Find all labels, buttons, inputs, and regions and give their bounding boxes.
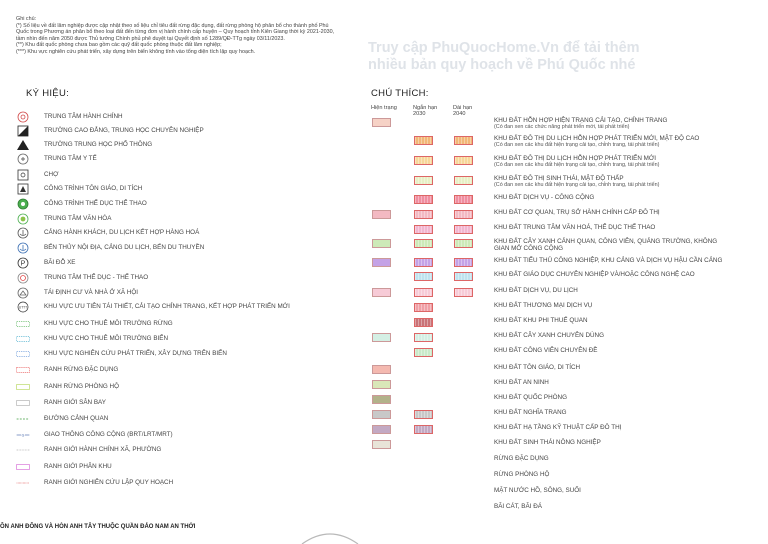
land-use-label xyxy=(494,257,722,264)
swatch-short-term xyxy=(414,425,433,434)
land-use-title: MẶT NƯỚC HỒ, SÔNG, SUỐI xyxy=(494,487,581,494)
land-use-row xyxy=(370,136,768,152)
land-use-label xyxy=(494,155,659,169)
land-use-label xyxy=(494,332,604,339)
symbol-label: RANH GIỚI HÀNH CHÍNH XÃ, PHƯỜNG xyxy=(44,446,162,453)
college-icon xyxy=(16,125,30,137)
swatch-current xyxy=(372,258,391,267)
priority-zone-icon xyxy=(16,301,30,313)
swatch-short-term xyxy=(414,136,433,145)
land-use-row xyxy=(370,348,768,364)
land-use-title: KHU ĐẤT HỖN HỢP HIỆN TRẠNG CẢI TẠO, CHỈNH TRANG xyxy=(494,117,668,124)
symbol-row xyxy=(16,318,356,331)
symbol-label: KHU VỰC NGHIÊN CỨU PHÁT TRIỂN, XÂY DỰNG TRÊN BIỂN xyxy=(44,350,227,357)
symbol-label: ĐƯỜNG CẢNH QUAN xyxy=(44,415,109,422)
symbol-label: TRUNG TÂM VĂN HÓA xyxy=(44,215,112,222)
airport-boundary-icon xyxy=(16,397,30,409)
swatch-current xyxy=(372,288,391,297)
swatch-long-term xyxy=(454,136,473,145)
swatch-short-term xyxy=(414,156,433,165)
land-use-row xyxy=(370,365,768,381)
land-use-row xyxy=(370,504,768,520)
symbol-label: RANH GIỚI NGHIÊN CỨU LẬP QUY HOẠCH xyxy=(44,479,174,486)
swatch-long-term xyxy=(454,288,473,297)
symbol-row xyxy=(16,461,356,474)
land-use-row xyxy=(370,456,768,472)
swatch-current xyxy=(372,210,391,219)
land-use-label xyxy=(494,424,621,431)
swatch-long-term xyxy=(454,210,473,219)
land-use-title: KHU ĐẤT TIỂU THỦ CÔNG NGHIỆP, KHU CẢNG VÀ DỊCH VỤ HẬU CẦN CẢNG xyxy=(494,257,723,264)
swatch-current xyxy=(372,365,391,374)
symbol-row xyxy=(16,272,356,285)
symbol-row xyxy=(16,301,356,314)
swatch-short-term xyxy=(414,210,433,219)
land-use-label xyxy=(494,194,594,201)
symbol-label: KHU VỰC CHO THUÊ MÔI TRƯỜNG RỪNG xyxy=(44,320,173,327)
map-edge-icon xyxy=(300,528,360,544)
sea-lease-icon xyxy=(16,333,30,345)
symbol-row xyxy=(16,242,356,255)
study-boundary-icon xyxy=(16,477,30,489)
swatch-long-term xyxy=(454,195,473,204)
swatch-short-term xyxy=(414,288,433,297)
land-use-title: KHU ĐẤT DỊCH VỤ - CÔNG CỘNG xyxy=(494,194,595,201)
swatch-short-term xyxy=(414,225,433,234)
column-current: Hiện trạng xyxy=(371,105,397,111)
watermark-text: Truy cập PhuQuocHome.Vn để tải thêm nhiều bản quy hoạch về Phú Quốc nhé xyxy=(368,40,640,73)
land-use-title: KHU ĐẤT DỊCH VỤ, DU LỊCH xyxy=(494,287,578,294)
symbol-label: KHU VỰC ƯU TIÊN TÁI THIẾT, CẢI TẠO CHỈNH TRANG, KẾT HỢP PHÁT TRIỂN MỚI xyxy=(44,303,290,310)
symbol-label: RANH GIỚI PHÂN KHU xyxy=(44,463,112,470)
note-line-1: (*) Số liệu về đất lâm nghiệp được cập nhật theo số liệu chỉ tiêu đất rừng đặc dụng, đất rừng phòng hộ phân bổ cho thành phố Phú Quốc trong Phương án phân bổ theo loại đất đến từng đơn vị hành chính cấp huyện – Quy hoạch tỉnh Kiên Giang thời kỳ 2021-2030, tầm nhìn đến năm 2050 được Thủ tướng Chính phủ phê duyệt tại Quyết định số 1289/QĐ-TTg ngày 03/11/2023. xyxy=(16,22,335,42)
symbol-label: CẢNG HÀNH KHÁCH, DU LỊCH KẾT HỢP HÀNG HOÁ xyxy=(44,229,200,236)
forest-lease-icon xyxy=(16,318,30,330)
swatch-current xyxy=(372,410,391,419)
land-use-title: KHU ĐẤT QUỐC PHÒNG xyxy=(494,394,568,401)
swatch-short-term xyxy=(414,272,433,281)
land-use-note: (Có đan xen các khu đất hiện trạng cải tạo, chỉnh trang, tái phát triển) xyxy=(494,142,660,148)
land-use-title: KHU ĐẤT SINH THÁI NÔNG NGHIỆP xyxy=(494,439,601,446)
swatch-short-term xyxy=(414,176,433,185)
symbol-row xyxy=(16,257,356,270)
symbol-label: CÔNG TRÌNH THỂ DỤC THỂ THAO xyxy=(44,200,147,207)
resettlement-icon xyxy=(16,287,30,299)
land-use-row xyxy=(370,395,768,411)
symbol-label: KHU VỰC CHO THUÊ MÔI TRƯỜNG BIỂN xyxy=(44,335,169,342)
land-use-label xyxy=(494,487,581,494)
marina-icon xyxy=(16,242,30,254)
land-use-label xyxy=(494,135,699,149)
land-use-title: RỪNG PHÒNG HỘ xyxy=(494,471,550,478)
land-use-label xyxy=(494,302,592,309)
land-use-label xyxy=(494,224,655,231)
swatch-short-term xyxy=(414,318,433,327)
land-use-title: KHU ĐẤT HẠ TẦNG KỸ THUẬT CẤP ĐÔ THỊ xyxy=(494,424,622,431)
land-use-label xyxy=(494,238,724,252)
public-transit-icon xyxy=(16,429,30,441)
note-line-3: (***) Khu vực nghiên cứu phát triển, xây dựng trên biển không tính vào tổng diện tích lập quy hoạch. xyxy=(16,48,256,55)
symbol-row xyxy=(16,125,356,138)
admin-center-icon xyxy=(16,111,30,123)
culture-icon xyxy=(16,213,30,225)
market-icon xyxy=(16,169,30,181)
swatch-short-term xyxy=(414,410,433,419)
land-use-row xyxy=(370,440,768,456)
swatch-short-term xyxy=(414,239,433,248)
sport-facility-icon xyxy=(16,198,30,210)
sport-center-icon xyxy=(16,272,30,284)
note-line-2: (**) Khu đất quốc phòng chưa bao gồm các quỹ đất quốc phòng thuộc đất lâm nghiệp; xyxy=(16,42,222,49)
special-forest-boundary-icon xyxy=(16,364,30,376)
symbol-row xyxy=(16,444,356,457)
symbol-row xyxy=(16,333,356,346)
land-use-label xyxy=(494,409,567,416)
swatch-long-term xyxy=(454,156,473,165)
swatch-short-term xyxy=(414,333,433,342)
symbol-row xyxy=(16,227,356,240)
land-use-row xyxy=(370,176,768,192)
symbol-row xyxy=(16,413,356,426)
land-use-title: KHU ĐẤT TRUNG TÂM VĂN HOÁ, THỂ DỤC THỂ THAO xyxy=(494,224,656,231)
notes-heading: Ghi chú: xyxy=(16,16,37,22)
land-use-title: KHU ĐẤT CÔNG VIÊN CHUYÊN ĐỀ xyxy=(494,347,598,354)
swatch-short-term xyxy=(414,303,433,312)
land-use-title: KHU ĐẤT ĐÔ THỊ DU LỊCH HỖN HỢP PHÁT TRIỂN MỚI, MẬT ĐỘ CAO xyxy=(494,135,700,142)
symbol-row xyxy=(16,183,356,196)
land-use-label xyxy=(494,471,549,478)
land-use-title: KHU ĐẤT THƯƠNG MẠI DỊCH VỤ xyxy=(494,302,593,309)
land-use-label xyxy=(494,287,578,294)
swatch-current xyxy=(372,333,391,342)
swatch-current xyxy=(372,395,391,404)
swatch-long-term xyxy=(454,272,473,281)
symbol-row xyxy=(16,169,356,182)
symbol-row xyxy=(16,397,356,410)
ky-hieu-title: KÝ HIỆU: xyxy=(26,88,70,99)
land-use-title: KHU ĐẤT NGHĨA TRANG xyxy=(494,409,567,416)
protection-forest-boundary-icon xyxy=(16,381,30,393)
land-use-label xyxy=(494,503,542,510)
land-use-row xyxy=(370,156,768,172)
land-use-title: KHU ĐẤT CÂY XANH CHUYÊN DÙNG xyxy=(494,332,604,339)
column-short-term: Ngắn hạn 2030 xyxy=(413,105,438,117)
land-use-title: KHU ĐẤT CÂY XANH CẢNH QUAN, CÔNG VIÊN, QUẢNG TRƯỜNG, KHÔNG GIAN MỞ CÔNG CỘNG xyxy=(494,238,718,252)
symbol-row xyxy=(16,429,356,442)
swatch-current xyxy=(372,239,391,248)
land-use-label xyxy=(494,379,549,386)
land-use-label xyxy=(494,317,588,324)
land-use-row xyxy=(370,272,768,288)
swatch-long-term xyxy=(454,239,473,248)
land-use-title: KHU ĐẤT TÔN GIÁO, DI TÍCH xyxy=(494,364,581,371)
land-use-row xyxy=(370,380,768,396)
land-use-row xyxy=(370,488,768,504)
sea-dev-icon xyxy=(16,348,30,360)
land-use-title: RỪNG ĐẶC DỤNG xyxy=(494,455,549,462)
land-use-note: (Có đan xen các chức năng phát triển mới, tái phát triển) xyxy=(494,124,630,130)
svg-text:P: P xyxy=(20,260,26,268)
parking-icon xyxy=(16,257,30,269)
symbol-label: GIAO THÔNG CÔNG CỘNG (BRT/LRT/MRT) xyxy=(44,431,173,438)
port-icon xyxy=(16,227,30,239)
landscape-road-icon xyxy=(16,413,30,425)
symbol-row xyxy=(16,213,356,226)
symbol-row xyxy=(16,364,356,377)
swatch-long-term xyxy=(454,176,473,185)
land-use-title: KHU ĐẤT CƠ QUAN, TRỤ SỞ HÀNH CHÍNH CẤP ĐÔ THỊ xyxy=(494,209,660,216)
land-use-label xyxy=(494,455,549,462)
swatch-short-term xyxy=(414,195,433,204)
symbol-row xyxy=(16,198,356,211)
land-use-title: KHU ĐẤT ĐÔ THỊ SINH THÁI, MẬT ĐỘ THẤP xyxy=(494,175,624,182)
land-use-label xyxy=(494,394,567,401)
swatch-current xyxy=(372,440,391,449)
symbol-label: TRUNG TÂM THỂ DỤC - THỂ THAO xyxy=(44,274,149,281)
religious-icon xyxy=(16,183,30,195)
svg-text:G: G xyxy=(21,433,25,438)
symbol-label: BÃI ĐỖ XE xyxy=(44,259,76,266)
high-school-icon xyxy=(16,139,30,151)
land-use-label xyxy=(494,271,695,278)
swatch-long-term xyxy=(454,258,473,267)
land-use-label xyxy=(494,364,580,371)
symbol-label: RANH RỪNG PHÒNG HỘ xyxy=(44,383,119,390)
swatch-current xyxy=(372,118,391,127)
land-use-row xyxy=(370,472,768,488)
land-use-row xyxy=(370,239,768,255)
swatch-short-term xyxy=(414,258,433,267)
symbol-label: RANH GIỚI SÂN BAY xyxy=(44,399,106,406)
symbol-row xyxy=(16,153,356,166)
swatch-current xyxy=(372,425,391,434)
land-use-title: BÃI CÁT, BÃI ĐÁ xyxy=(494,503,542,510)
symbol-label: BẾN THỦY NỘI ĐỊA, CẢNG DU LỊCH, BẾN DU THUYỀN xyxy=(44,244,205,251)
land-use-note: (Có đan xen các khu đất hiện trạng cải tạo, chỉnh trang, tái phát triển) xyxy=(494,182,660,188)
symbol-label: TRƯỜNG CAO ĐẲNG, TRUNG HỌC CHUYÊN NGHIỆP xyxy=(44,127,204,134)
land-use-title: KHU ĐẤT KHU PHI THUẾ QUAN xyxy=(494,317,588,324)
bottom-caption: ÔN ANH ĐÔNG VÀ HÒN ANH TÂY THUỘC QUẦN ĐẢO NAM AN THỚI xyxy=(0,524,196,530)
symbol-label: RANH RỪNG ĐẶC DỤNG xyxy=(44,366,119,373)
swatch-long-term xyxy=(454,225,473,234)
symbol-row xyxy=(16,111,356,124)
land-use-title: KHU ĐẤT ĐÔ THỊ DU LỊCH HỖN HỢP PHÁT TRIỂN MỚI xyxy=(494,155,657,162)
land-use-label xyxy=(494,117,667,131)
land-use-note: (Có đan xen các khu đất hiện trạng cải tạo, chỉnh trang, tái phát triển) xyxy=(494,162,660,168)
symbol-label: TÁI ĐỊNH CƯ VÀ NHÀ Ở XÃ HỘI xyxy=(44,289,139,296)
swatch-current xyxy=(372,380,391,389)
symbol-row xyxy=(16,477,356,490)
land-use-title: KHU ĐẤT GIÁO DỤC CHUYÊN NGHIỆP VÀ/HOẶC CÔNG NGHỆ CAO xyxy=(494,271,695,278)
land-use-title: KHU ĐẤT AN NINH xyxy=(494,379,549,386)
chu-thich-title: CHÚ THÍCH: xyxy=(371,88,429,99)
land-use-label xyxy=(494,347,597,354)
admin-boundary-icon xyxy=(16,444,30,456)
svg-text:UTTT: UTTT xyxy=(18,305,28,310)
symbol-label: CÔNG TRÌNH TÔN GIÁO, DI TÍCH xyxy=(44,185,143,192)
symbol-label: TRUNG TÂM Y TẾ xyxy=(44,155,97,162)
land-use-row xyxy=(370,118,768,134)
notes-block xyxy=(16,16,342,56)
symbol-label: TRƯỜNG TRUNG HỌC PHỔ THÔNG xyxy=(44,141,153,148)
land-use-label xyxy=(494,175,659,189)
symbol-row xyxy=(16,348,356,361)
land-use-label xyxy=(494,439,601,446)
medical-icon xyxy=(16,153,30,165)
symbol-row xyxy=(16,139,356,152)
symbol-label: TRUNG TÂM HÀNH CHÍNH xyxy=(44,113,123,120)
column-long-term: Dài hạn 2040 xyxy=(453,105,473,117)
swatch-short-term xyxy=(414,348,433,357)
land-use-label xyxy=(494,209,660,216)
subzone-boundary-icon xyxy=(16,461,30,473)
symbol-label: CHỢ xyxy=(44,171,59,178)
symbol-row xyxy=(16,381,356,394)
symbol-row xyxy=(16,287,356,300)
